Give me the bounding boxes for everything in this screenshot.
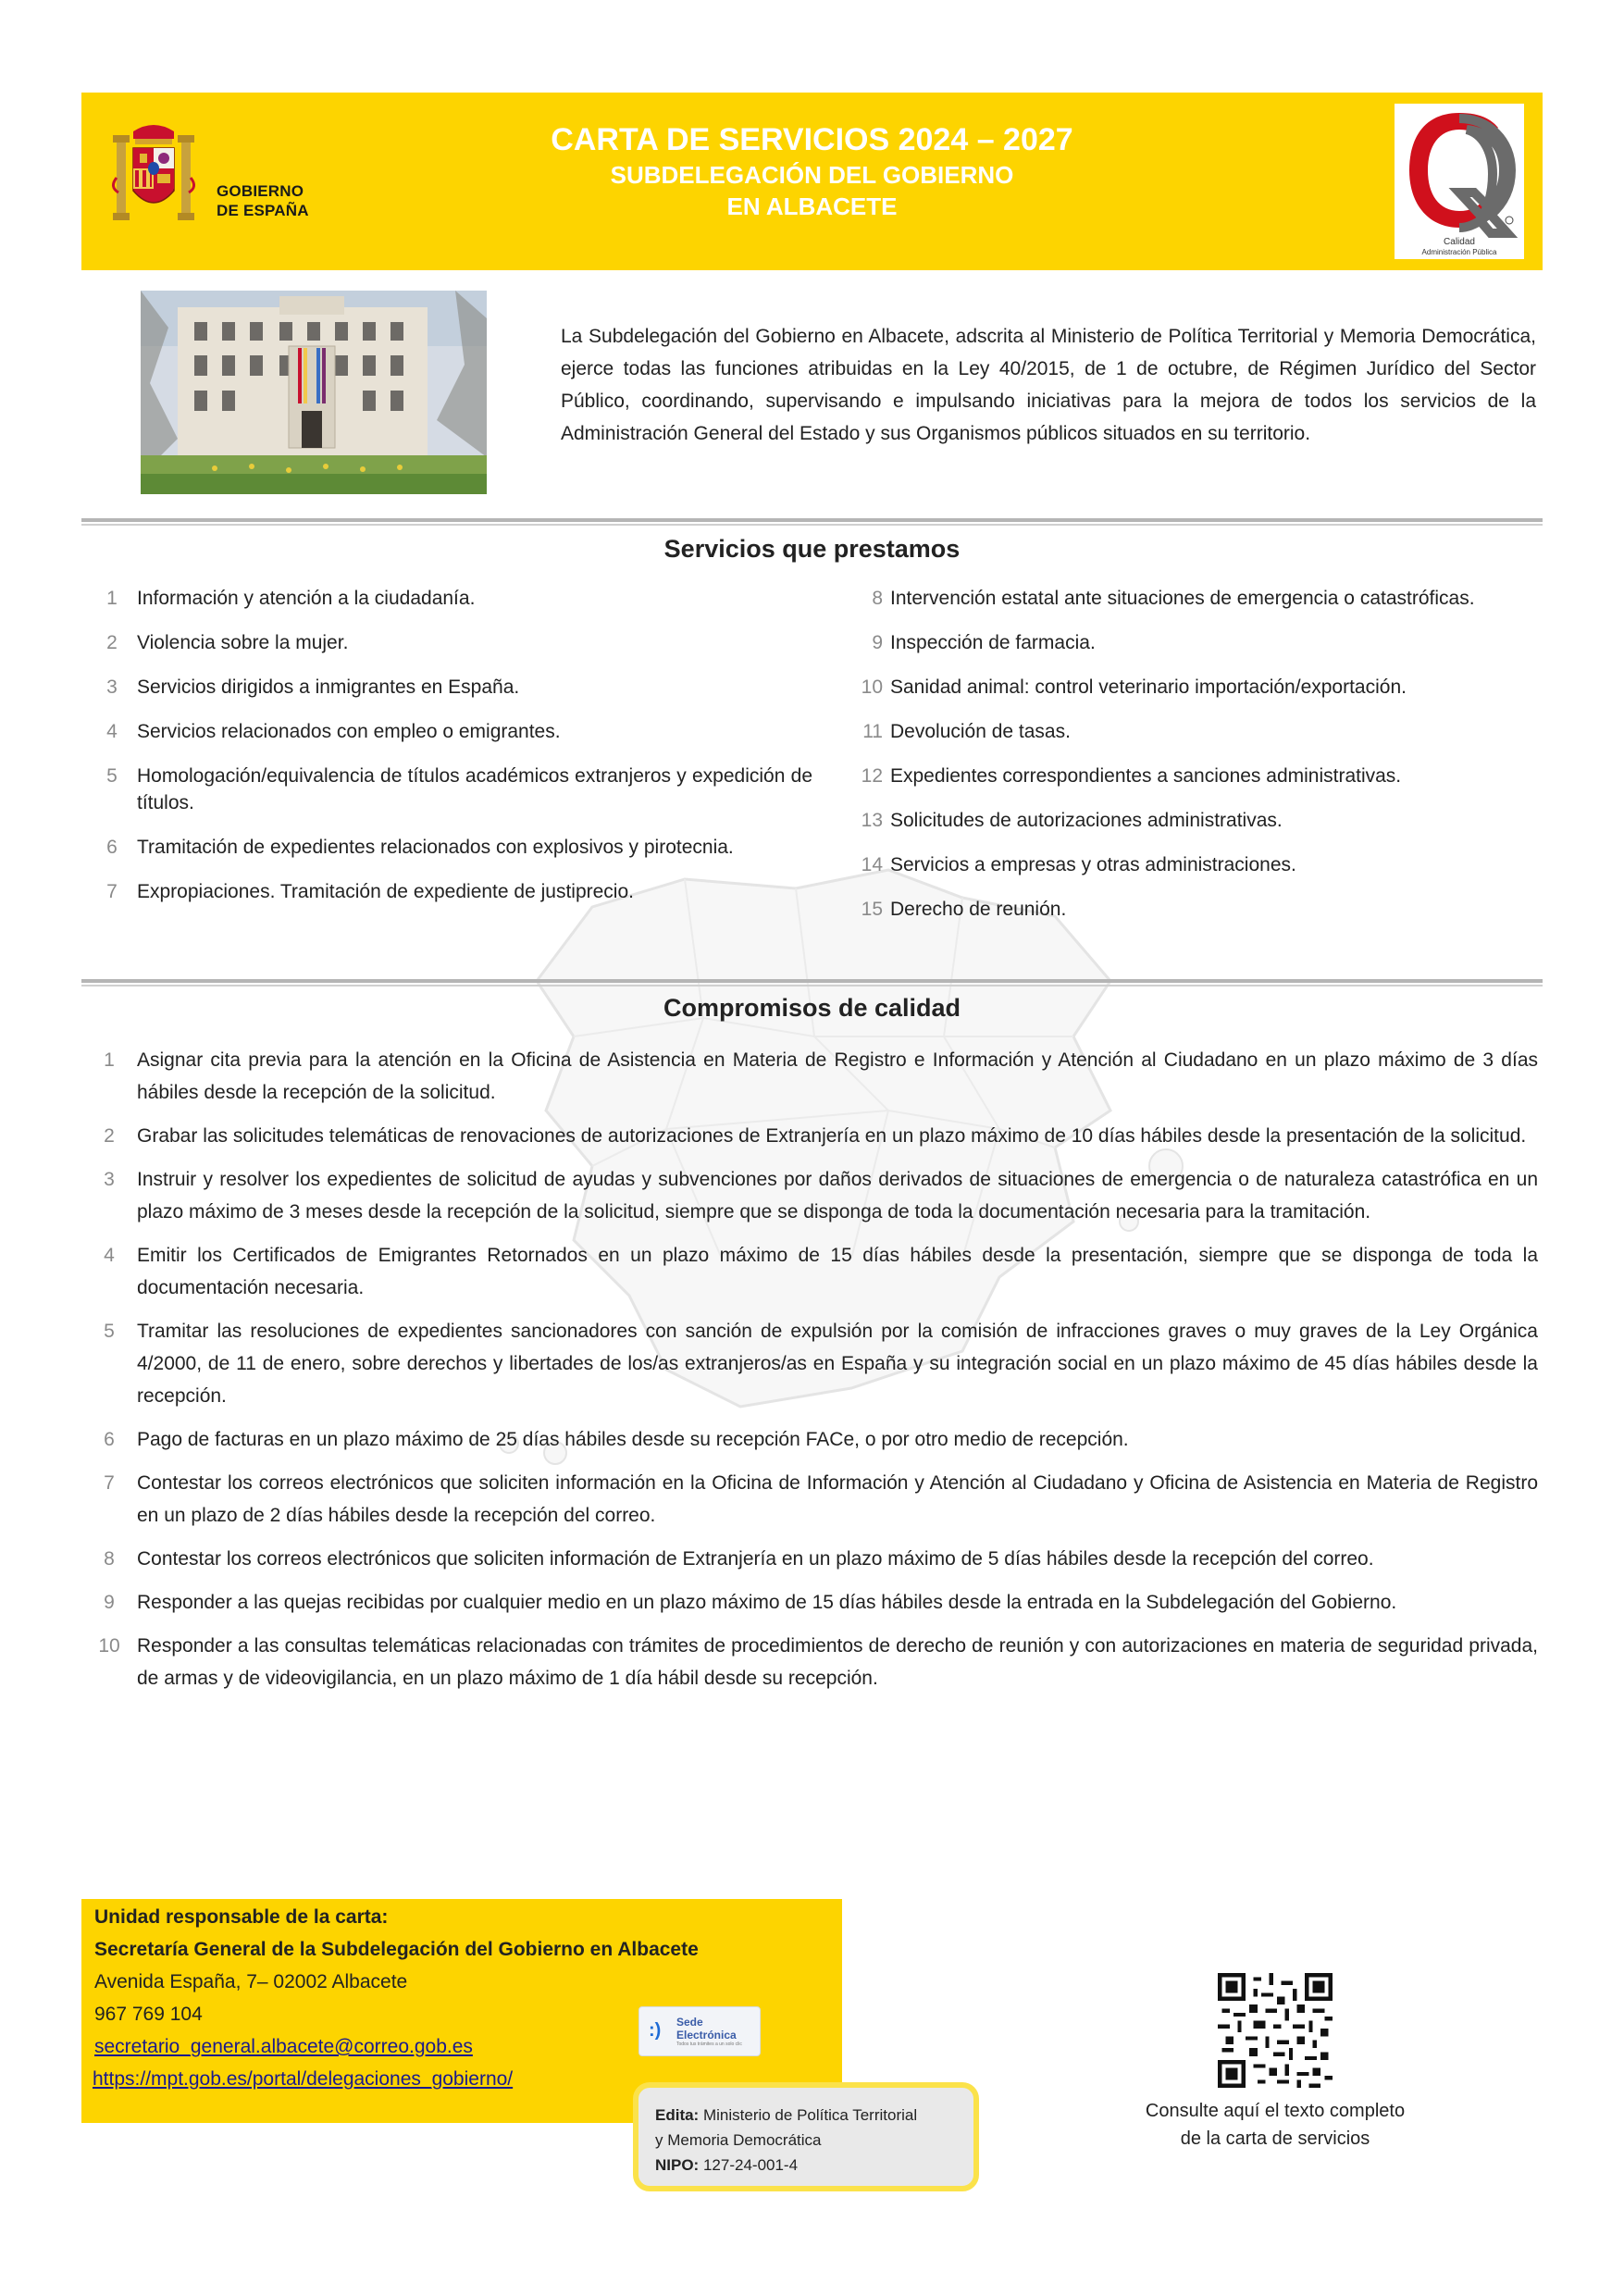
calidad-administracion-publica-logo <box>1395 104 1524 259</box>
intro-paragraph: La Subdelegación del Gobierno en Albacete, adscrita al Ministerio de Política Territorial y Memoria Democrática, ejerce todas las funciones atribuidas en la Ley 40/2015, de 1 de octubre, de Régimen Jurídico del Sector Público, coordinando, supervisando e impulsando iniciativas para la mejora de todos los servicios de la Administración General del Estado y sus Organismos públicos situados en su territorio. <box>561 326 1536 444</box>
commitment-item: 10 Responder a las consultas telemáticas relacionadas con trámites de procedimientos de derecho de reunión y con autorizaciones en materia de seguridad privada, de armas y de videovigilancia, en un plazo máximo de 1 día hábil desde su recepción. <box>98 1635 1538 1689</box>
sede-icon: :) <box>649 2020 662 2041</box>
sede-line3: Todos tus trámites a un solo clic <box>676 2042 742 2047</box>
commitment-item: 8 Contestar los correos electrónicos que soliciten información de Extranjería en un plazo máximo de 5 días hábiles desde la recepción del correo. <box>104 1548 1374 1570</box>
contact-address: Avenida España, 7– 02002 Albacete <box>94 1971 408 1992</box>
contact-unit: Secretaría General de la Subdelegación del Gobierno en Albacete <box>94 1939 699 1960</box>
service-item: 13 Solicitudes de autorizaciones administrativas. <box>861 810 1283 831</box>
commitment-item: 6 Pago de facturas en un plazo máximo de 25 días hábiles desde su recepción FACe, o por otro medio de recepción. <box>104 1429 1129 1450</box>
services-list-right <box>859 585 1543 940</box>
service-item: 6 Tramitación de expedientes relacionados con explosivos y pirotecnia. <box>106 837 734 858</box>
quality-logo-line2: Administración Pública <box>1421 248 1497 256</box>
services-divider <box>81 518 1543 526</box>
service-item: 14 Servicios a empresas y otras administraciones. <box>861 854 1296 875</box>
commitments-list <box>81 1044 1538 1706</box>
building-photo-icon <box>141 291 487 494</box>
commitments-heading: Compromisos de calidad <box>663 994 961 1022</box>
sede-line1: Sede <box>676 2016 703 2029</box>
service-item: 5 Homologación/equivalencia de títulos académicos extranjeros y expedición de títulos. <box>106 765 812 813</box>
services-heading: Servicios que prestamos <box>663 535 961 563</box>
q-quality-icon <box>1395 104 1524 259</box>
title-block <box>81 120 1543 222</box>
page-title: CARTA DE SERVICIOS 2024 – 2027 <box>551 122 1073 157</box>
gov-logo-line1: GOBIERNO <box>217 182 304 200</box>
service-item: 8 Intervención estatal ante situaciones de emergencia o catastróficas. <box>872 588 1475 609</box>
service-item: 1 Información y atención a la ciudadanía. <box>106 588 476 609</box>
nipo-label: NIPO: <box>655 2156 700 2174</box>
service-item: 12 Expedientes correspondientes a sanciones administrativas. <box>861 765 1402 787</box>
gov-logo-line2: DE ESPAÑA <box>217 202 309 219</box>
commitment-item: 7 Contestar los correos electrónicos que soliciten información en la Oficina de Información y Atención al Ciudadano y Oficina de Asistencia en Materia de Registro en un plazo de 2 días hábiles desde la recepción del correo. <box>104 1472 1538 1526</box>
page-subtitle-line2: EN ALBACETE <box>726 192 898 220</box>
edita-box <box>633 2082 979 2191</box>
sede-electronica-logo[interactable] <box>638 2006 761 2056</box>
edita-label: Edita: <box>655 2106 700 2124</box>
service-item: 9 Inspección de farmacia. <box>872 632 1096 653</box>
contact-email-link[interactable]: secretario_general.albacete@correo.gob.es <box>94 2036 473 2057</box>
quality-logo-line1: Calidad <box>1444 237 1475 247</box>
commitment-item: 4 Emitir los Certificados de Emigrantes Retornados en un plazo máximo de 15 días hábiles desde la presentación, siempre que se disponga de toda la documentación necesaria. <box>104 1245 1538 1298</box>
service-item: 3 Servicios dirigidos a inmigrantes en España. <box>106 676 520 698</box>
commitment-item: 9 Responder a las quejas recibidas por cualquier medio en un plazo máximo de 15 días hábiles desde la entrada en la Subdelegación del Gobierno. <box>104 1592 1397 1613</box>
service-item: 2 Violencia sobre la mujer. <box>106 632 349 653</box>
nipo-value: 127-24-001-4 <box>702 2156 799 2174</box>
services-list-left <box>81 585 812 923</box>
sede-line2: Electrónica <box>676 2029 737 2042</box>
commitment-item: 3 Instruir y resolver los expedientes de solicitud de ayudas y subvenciones por daños derivados de situaciones de emergencia o de naturaleza catastrófica en un plazo máximo de 3 meses desde la recepción de la solicitud, siempre que se disponga de toda la documentación necesaria para la tramitación. <box>104 1169 1538 1222</box>
qr-caption-line1: Consulte aquí el texto completo <box>1145 2101 1406 2121</box>
service-item: 11 Devolución de tasas. <box>862 721 1071 742</box>
commitment-item: 1 Asignar cita previa para la atención en la Oficina de Asistencia en Materia de Registro e Información y Atención al Ciudadano en un plazo máximo de 3 días hábiles desde la recepción de la solicitud. <box>104 1049 1538 1103</box>
qr-code-icon[interactable] <box>1218 1973 1333 2088</box>
building-photo <box>141 291 487 494</box>
contact-phone: 967 769 104 <box>94 2004 203 2025</box>
commitment-item: 2 Grabar las solicitudes telemáticas de renovaciones de autorizaciones de Extranjería en un plazo máximo de 10 días hábiles desde la presentación de la solicitud. <box>104 1125 1527 1147</box>
service-item: 7 Expropiaciones. Tramitación de expediente de justiprecio. <box>106 881 634 902</box>
qr-caption <box>1092 2097 1458 2153</box>
page-subtitle-line1: SUBDELEGACIÓN DEL GOBIERNO <box>610 161 1014 189</box>
commitment-item: 5 Tramitar las resoluciones de expedientes sancionadores con sanción de expulsión por la comisión de infracciones graves o muy graves de la Ley Orgánica 4/2000, de 11 de enero, sobre derechos y libertades de los/as extranjeros/as en España y su integración social en un plazo máximo de 45 días hábiles desde la recepción. <box>104 1321 1538 1407</box>
service-item: 4 Servicios relacionados con empleo o emigrantes. <box>106 721 561 742</box>
contact-heading: Unidad responsable de la carta: <box>94 1906 389 1928</box>
service-item: 15 Derecho de reunión. <box>861 899 1067 920</box>
edita-value-line2: y Memoria Democrática <box>655 2131 822 2149</box>
contact-website-link[interactable]: https://mpt.gob.es/portal/delegaciones_gobierno/ <box>93 2068 514 2090</box>
qr-caption-line2: de la carta de servicios <box>1180 2128 1370 2149</box>
edita-value-line1: Ministerio de Política Territorial <box>702 2106 918 2124</box>
commitments-divider <box>81 979 1543 987</box>
header-banner <box>81 93 1543 270</box>
service-item: 10 Sanidad animal: control veterinario importación/exportación. <box>861 676 1407 698</box>
